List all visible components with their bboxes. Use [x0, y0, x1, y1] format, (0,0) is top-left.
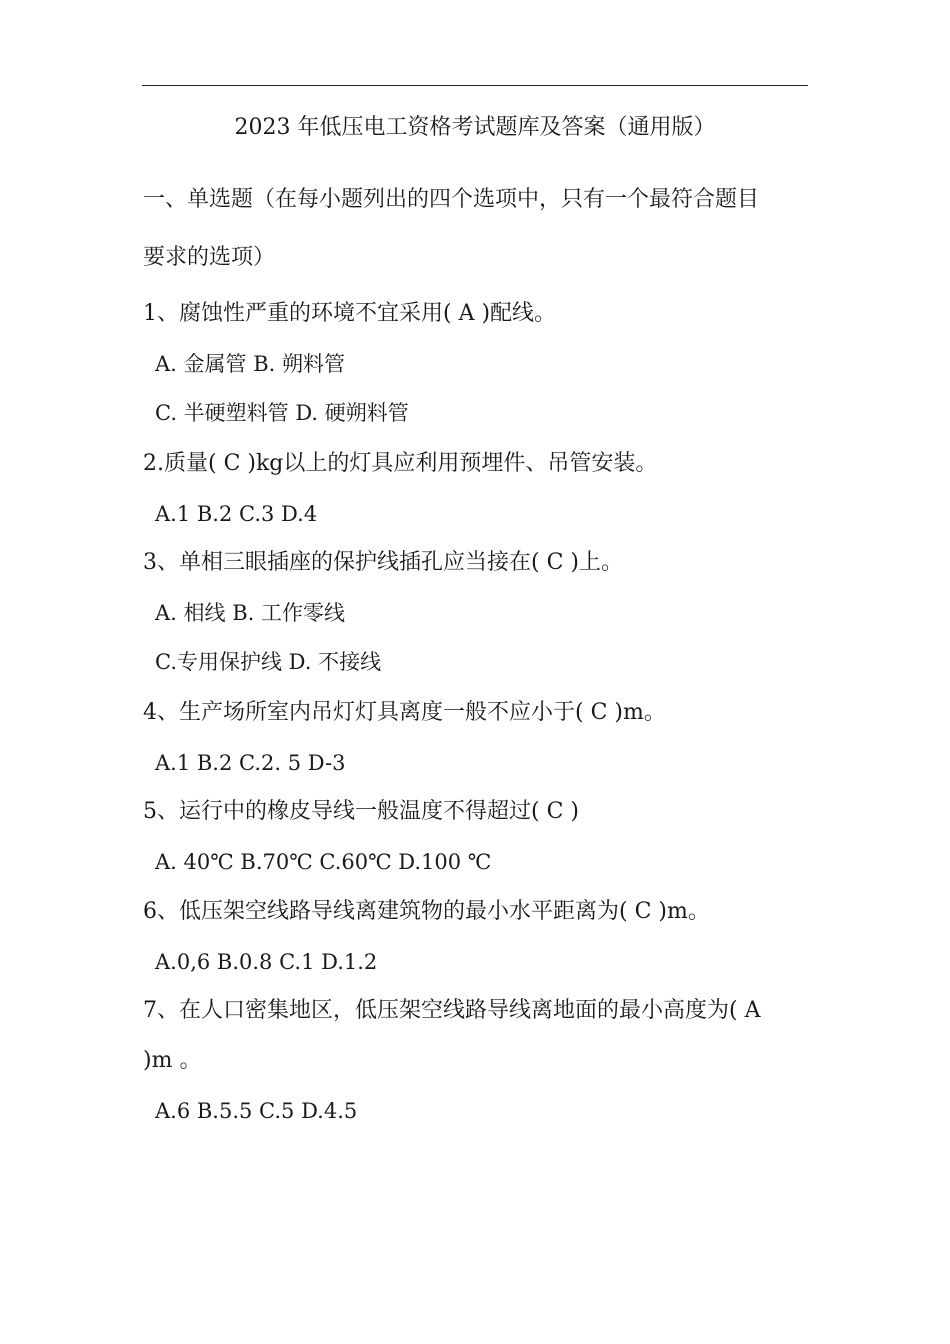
question-options: C. 半硬塑料管 D. 硬朔料管: [155, 401, 409, 425]
question-options: C.专用保护线 D. 不接线: [155, 650, 382, 674]
question-options: A.0,6 B.0.8 C.1 D.1.2: [155, 950, 378, 974]
question-options: A. 40℃ B.70℃ C.60℃ D.100 ℃: [155, 850, 492, 874]
question-options: A.1 B.2 C.3 D.4: [155, 502, 318, 526]
question-options: A.1 B.2 C.2. 5 D-3: [155, 751, 346, 775]
question-options: A.6 B.5.5 C.5 D.4.5: [155, 1099, 358, 1123]
question-stem: 6、低压架空线路导线离建筑物的最小水平距离为( C )m。: [143, 899, 710, 924]
question-options: A. 金属管 B. 朔料管: [155, 352, 345, 376]
header-rule: [142, 85, 808, 86]
question-stem: 4、生产场所室内吊灯灯具离度一般不应小于( C )m。: [143, 700, 666, 725]
question-stem: 7、在人口密集地区，低压架空线路导线离地面的最小高度为( A: [143, 998, 761, 1023]
question-stem: 5、运行中的橡皮导线一般温度不得超过( C ): [143, 799, 579, 824]
section-heading: 一、单选题（在每小题列出的四个选项中，只有一个最符合题目: [143, 187, 760, 212]
section-heading-cont: 要求的选项）: [143, 245, 276, 270]
document-title: 2023 年低压电工资格考试题库及答案（通用版）: [234, 115, 716, 140]
question-stem: 1、腐蚀性严重的环境不宜采用( A )配线。: [143, 301, 557, 326]
question-stem-cont: )m 。: [143, 1048, 202, 1073]
question-stem: 3、单相三眼插座的保护线插孔应当接在( C )上。: [143, 550, 623, 575]
question-stem: 2.质量( C )kg以上的灯具应利用预埋件、吊管安装。: [143, 451, 658, 476]
question-options: A. 相线 B. 工作零线: [155, 601, 345, 625]
